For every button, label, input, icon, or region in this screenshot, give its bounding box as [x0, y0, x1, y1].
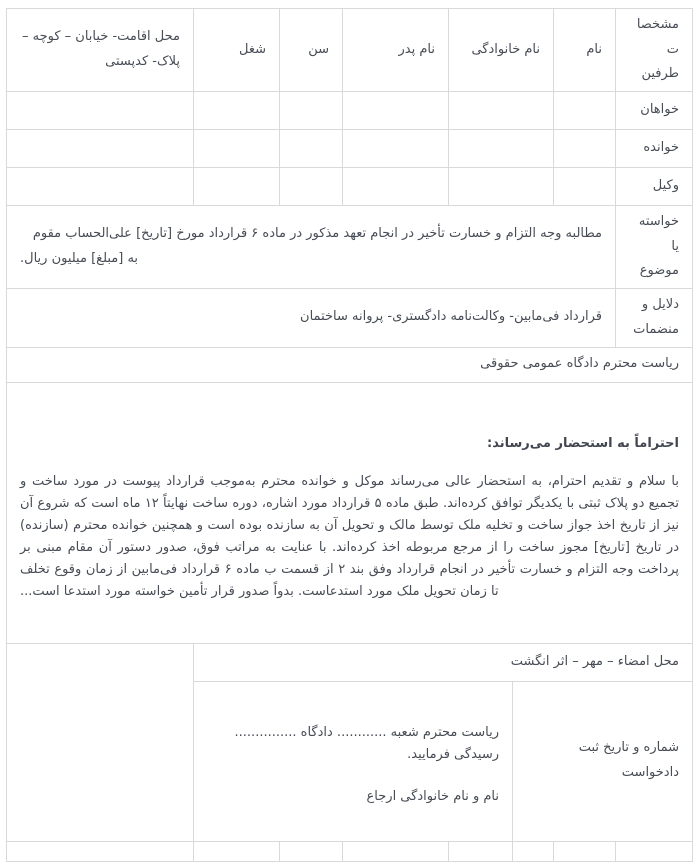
- plaintiff-family-cell: [449, 92, 554, 130]
- referral-name-line: نام و نام خانوادگی ارجاع: [366, 789, 499, 804]
- plaintiff-father-cell: [343, 92, 449, 130]
- defendant-name-cell: [554, 130, 616, 168]
- plaintiff-row: [7, 92, 693, 130]
- bottom-cell-5: [343, 841, 449, 861]
- defendant-father-cell: [343, 130, 449, 168]
- defendant-address-cell: [7, 130, 194, 168]
- defendant-family-cell: [449, 130, 554, 168]
- claim-text: مطالبه وجه التزام و خسارت تأخیر در انجام تعهد مذکور در ماده ۶ قرارداد مورخ [تاریخ] علی‌الحساب مقوم به [مبلغ] میلیون ریال.: [20, 226, 602, 267]
- statement-cell: [7, 382, 693, 643]
- bottom-cell-4: [449, 841, 513, 861]
- defendant-row: [7, 130, 693, 168]
- attorney-row: [7, 168, 693, 206]
- plaintiff-job-cell: [194, 92, 280, 130]
- header-father-name: نام پدر: [343, 9, 449, 92]
- attorney-job-cell: [194, 168, 280, 206]
- plaintiff-label: خواهان: [616, 92, 693, 130]
- header-parties: مشخصات طرفین: [616, 9, 693, 92]
- defendant-age-cell: [280, 130, 343, 168]
- bottom-cell-7: [194, 841, 280, 861]
- header-address: محل اقامت- خیابان – کوچه – پلاک- کدپستی: [7, 9, 194, 92]
- signature-row: [7, 643, 693, 681]
- bottom-empty-row: [7, 841, 693, 861]
- evidence-value: [7, 289, 616, 347]
- statement-body: با سلام و تقدیم احترام، به استحضار عالی می‌رساند موکل و خوانده محترم به‌موجب قرارداد پیوست در مورد ساخت و تجمیع دو پلاک ثبتی با یکدیگر توافق کرده‌اند. طبق ماده ۵ قرارداد مورد اشاره، دوره ساخت نهایتاً ۱۲ ماه است که شروع آن نیز از تاریخ اخذ جواز ساخت و تخلیه ملک توسط مالک و تحویل آن به سازنده بوده است و همچنین خوانده محترم (سازنده) در تاریخ [تاریخ] مجوز ساخت را از مرجع مربوطه اخذ کرده‌اند. با عنایت به مراتب فوق، صدور دستور آن مقام مبنی بر پرداخت وجه التزام و خسارت تأخیر در انجام قرارداد وفق بند ۲ از قسمت ب ماده ۶ قرارداد فی‌مابین از زمان وقوع تخلف تا زمان تحویل ملک مورد استدعاست. بدواً صدور قرار تأمین خواسته مورد استدعا است...: [20, 473, 680, 599]
- signature-label: محل امضاء – مهر – اثر انگشت: [194, 643, 693, 681]
- defendant-label: خوانده: [616, 130, 693, 168]
- header-job: شغل: [194, 9, 280, 92]
- header-row: [7, 9, 693, 92]
- attorney-address-cell: [7, 168, 194, 206]
- claim-row: [7, 206, 693, 289]
- referral-line: ریاست محترم شعبه ............ دادگاه ............... رسیدگی فرمایید.: [234, 725, 499, 762]
- petition-document-page: [0, 8, 699, 862]
- defendant-job-cell: [194, 130, 280, 168]
- evidence-label: دلایل و منضمات: [616, 289, 693, 347]
- header-family-name: نام خانوادگی: [449, 9, 554, 92]
- bottom-cell-1: [616, 841, 693, 861]
- evidence-row: [7, 289, 693, 347]
- bottom-cell-8: [7, 841, 194, 861]
- attorney-label: وکیل: [616, 168, 693, 206]
- header-age: سن: [280, 9, 343, 92]
- petition-form-table: [6, 8, 693, 862]
- bottom-cell-3: [513, 841, 554, 861]
- attorney-father-cell: [343, 168, 449, 206]
- statement-heading: احتراماً به استحضار می‌رساند:: [487, 436, 679, 452]
- referral-cell: [194, 681, 513, 841]
- evidence-text: قرارداد فی‌مابین- وکالت‌نامه دادگستری- پروانه ساختمان: [300, 309, 602, 325]
- plaintiff-name-cell: [554, 92, 616, 130]
- bottom-cell-6: [280, 841, 343, 861]
- statement-row: [7, 382, 693, 643]
- salutation-text: ریاست محترم دادگاه عمومی حقوقی: [7, 347, 693, 382]
- registration-label: شماره و تاریخ ثبت دادخواست: [513, 681, 693, 841]
- attorney-name-cell: [554, 168, 616, 206]
- signature-blank-cell: [7, 643, 194, 841]
- bottom-cell-2: [554, 841, 616, 861]
- plaintiff-age-cell: [280, 92, 343, 130]
- header-name: نام: [554, 9, 616, 92]
- claim-label: خواسته یا موضوع: [616, 206, 693, 289]
- plaintiff-address-cell: [7, 92, 194, 130]
- salutation-row: [7, 347, 693, 382]
- attorney-age-cell: [280, 168, 343, 206]
- claim-value: [7, 206, 616, 289]
- attorney-family-cell: [449, 168, 554, 206]
